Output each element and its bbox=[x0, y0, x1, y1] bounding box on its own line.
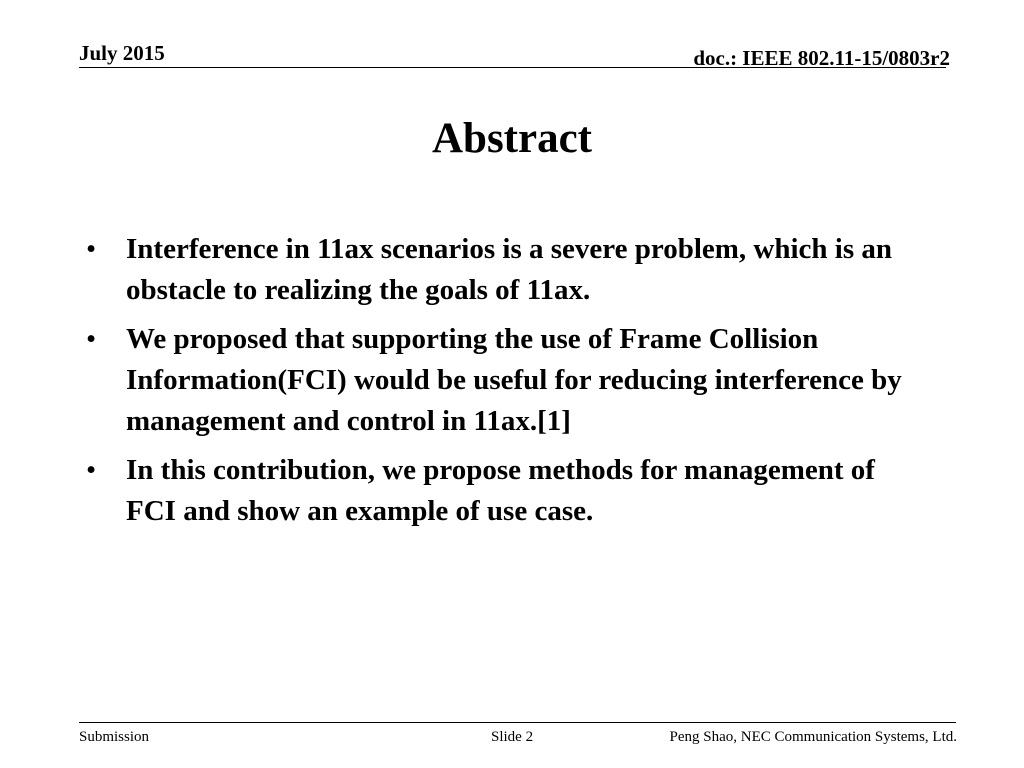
bullet-marker: • bbox=[86, 233, 97, 265]
bullet-text: Interference in 11ax scenarios is a severe problem, which is an obstacle to realizing the goals of 11ax. bbox=[126, 233, 893, 306]
header-document-id: doc.: IEEE 802.11-15/0803r2 bbox=[693, 46, 950, 70]
bullet-item bbox=[84, 229, 914, 311]
bullet-text: We proposed that supporting the use of Frame Collision Information(FCI) would be useful for reducing interference by management and control in 11ax.[1] bbox=[126, 323, 902, 437]
header-date: July 2015 bbox=[79, 41, 165, 65]
footer-author: Peng Shao, NEC Communication Systems, Ltd. bbox=[669, 729, 957, 745]
bullet-marker: • bbox=[86, 323, 97, 355]
bullet-list bbox=[84, 229, 914, 540]
footer-slide-number: Slide 2 bbox=[491, 729, 534, 745]
footer-divider bbox=[79, 722, 956, 723]
footer-submission: Submission bbox=[79, 729, 150, 745]
bullet-item bbox=[84, 319, 914, 442]
header-divider bbox=[79, 67, 946, 68]
bullet-text: In this contribution, we propose methods for management of FCI and show an example of use case. bbox=[126, 454, 875, 527]
slide-title: Abstract bbox=[431, 115, 592, 162]
bullet-marker: • bbox=[86, 454, 97, 486]
bullet-item bbox=[84, 450, 914, 532]
